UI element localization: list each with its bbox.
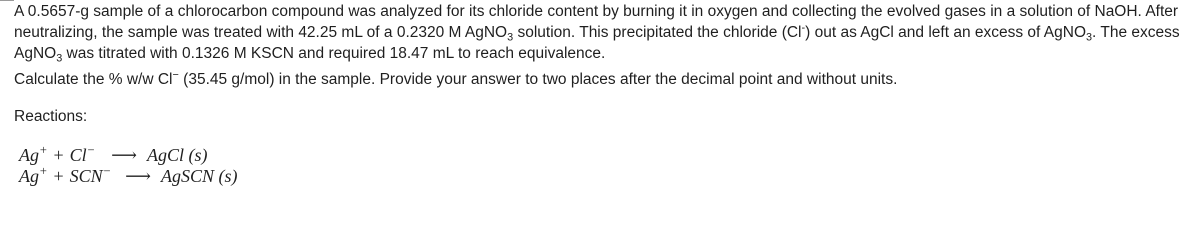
ion-charge: − [102, 164, 112, 179]
top-divider [0, 0, 14, 1]
superscript: − [172, 69, 179, 82]
problem-statement [14, 0, 1194, 187]
ion-charge: + [39, 164, 48, 179]
reactant-formula: SCN [69, 166, 103, 186]
problem-text-segment: A 0.5657-g sample of a chlorocarbon compound was analyzed for its chloride content by burning it in oxygen and collecting the evolved gases in a solution of NaOH. After neutralizing, the sample was treated with 42.25 mL of a 0.2320 M AgNO [14, 3, 1179, 41]
product-formula: AgSCN [160, 166, 214, 186]
reaction-equation [19, 145, 1194, 166]
state-symbol: (s) [188, 145, 208, 165]
product [161, 166, 238, 187]
superscript: - [801, 22, 806, 35]
problem-text-segment: . The excess AgNO [14, 24, 1180, 62]
reactant [19, 166, 48, 187]
question-text-segment: Calculate the % w/w Cl [14, 71, 173, 88]
reaction-equation [19, 166, 1194, 187]
problem-paragraph [14, 1, 1194, 64]
subscript: 3 [507, 31, 514, 44]
question-paragraph [14, 69, 1194, 90]
product-formula: AgCl [146, 145, 184, 165]
problem-text-segment: solution. This precipitated the chloride (Cl [513, 24, 802, 41]
reactant [19, 145, 48, 166]
reactant-formula: Ag [19, 145, 39, 165]
reaction-arrow-icon: ⟶ [125, 166, 151, 186]
problem-text-segment: was titrated with 0.1326 M KSCN and required 18.47 mL to reach equivalence. [62, 45, 606, 62]
question-text-segment: (35.45 g/mol) in the sample. Provide your answer to two places after the decimal point and without units. [178, 71, 898, 88]
reactant [70, 145, 96, 166]
plus-sign: + [53, 145, 64, 165]
state-symbol: (s) [218, 166, 238, 186]
reactant-formula: Cl [69, 145, 87, 165]
ion-charge: − [86, 143, 96, 158]
reactant [70, 166, 112, 187]
subscript: 3 [1086, 31, 1093, 44]
reactions-block [19, 145, 1194, 187]
ion-charge: + [39, 143, 48, 158]
plus-sign: + [53, 166, 64, 186]
reactions-heading: Reactions: [14, 108, 88, 125]
problem-text-segment: ) out as AgCl and left an excess of AgNO [805, 24, 1087, 41]
reaction-arrow-icon: ⟶ [111, 145, 137, 165]
subscript: 3 [56, 52, 63, 65]
reactant-formula: Ag [19, 166, 39, 186]
product [147, 145, 208, 166]
